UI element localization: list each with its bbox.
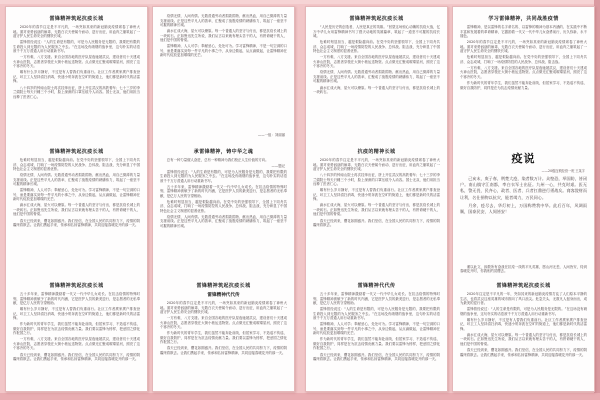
- essay-title: 学习雷锋精神，共同战胜疫情: [488, 16, 559, 22]
- essay-paragraph: 滴水汇成大海，星火可以燎原。每一个普通人的坚守与付出，都是抗疫长城上的一块砖石。正如鲁迅先生所说，我们从古以来就有埋头苦干的人，有拼命硬干的人，他们是中国的脊梁。: [313, 203, 440, 217]
- essay-paragraph: 春天已经到来，樱花如期盛开。我们坚信，在全国人民的共同努力下，疫情的阴霾终将散去。: [313, 218, 440, 228]
- essay-signature: ——一组：刘丽丽: [257, 133, 285, 137]
- essay-subtitle: 雷锋精神代代传: [207, 293, 240, 298]
- essay-paragraph: 作为新时代的青年学生，我们虽然不能奔赴前线，但居家学习、不造谣不传谣、做好自我防护，同样是在为抗击疫情贡献力量。我们要以雷锋为榜样，把爱国之情化作报国之行。: [313, 337, 440, 351]
- essay-paragraph: 八十四岁的钟南山院士再次挂帅出征，挤上开往武汉的高铁餐车；七十三岁的李兰娟院士每天只睡三个小时，脸上深深的口罩压痕令人动容。国士无双，他们用担当诠释了医者仁心。: [13, 85, 140, 99]
- essay-title: 雷锋精神筑起抗疫长城: [349, 16, 404, 22]
- page-3: [305, 6, 448, 392]
- essay-paragraph: 哪有什么岁月静好，不过是有人替我们负重前行。社区工作者挨家挨户排查登记，环卫工人坚持清扫消毒，快递小哥奔波在空旷的街道上，他们都是新时代的活雷锋。: [313, 188, 440, 202]
- essay-paragraph: 雷锋曾经说过：“人的生命是有限的，可是为人民服务是无限的，我要把有限的生命投入到无限的为人民服务之中去。”在这场没有硝烟的战争里，这句朴实的话语被千千万万普通人用行动重新书写。: [13, 40, 140, 54]
- essay-paragraph: 2020年注定是不平凡的一年，突如其来的新冠肺炎疫情打乱了人们原本平静的生活，也将武汉这座英雄的城市推向了风口浪尖。危急关头，无数凡人挺身而出，成为最美的逆行者。: [460, 292, 587, 306]
- essay-title: 雷锋精神筑起抗疫长城: [196, 283, 251, 289]
- essay-paragraph: 八十四岁的钟南山院士再次挂帅出征，挤上开往武汉的高铁餐车；七十三岁的李兰娟院士每天只睡三个小时，脸上深深的口罩压痕令人动容。国士无双，他们用担当诠释了医者仁心。: [313, 173, 440, 187]
- essay-paragraph: 春天已经到来，樱花如期盛开。我们坚信，在全国人民的共同努力下，疫情的阴霾终将散去。让我们携起手来，传承和弘扬雷锋精神，共同迎接春暖花开的那一天。: [460, 348, 587, 357]
- essay-epigraph-mark: ——题记: [271, 163, 285, 168]
- background-bottom-band: [0, 393, 600, 400]
- essay-paragraph: 五十多年来，雷锋精神激励着一代又一代中华儿女成长。在抗击疫情的特殊时刻，雷锋精神被赋予了新的时代内涵，它是医护人员的最美逆行，是志愿者的无私奉献，是亿万人民的守望相助。: [160, 184, 287, 198]
- essay-section: [13, 14, 140, 140]
- background-top-band: [0, 0, 600, 4]
- essay-section: [13, 274, 140, 385]
- essay-title: 承雷锋精神，铸中华之魂: [193, 149, 254, 155]
- essay-title: 雷锋精神筑起抗疫长城: [49, 16, 104, 22]
- essay-paragraph: 春天已经到来，樱花如期盛开。我们坚信，在全国人民的共同努力下，疫情的阴霾终将散去。让我们携起手来，传承和弘扬雷锋精神，共同迎接春暖花开的那一天。: [313, 352, 440, 362]
- essay-paragraph: 2020年的春节注定是不平凡的，一场突如其来的新冠肺炎疫情席卷了神州大地。面对来势汹汹的病毒，无数白衣天使闻令而动、逆行出征，用血肉之躯筑起了一道守护人民生命安全的钢铁长城。: [313, 158, 440, 172]
- essay-paragraph: 雷锋曾经说过：“人的生命是有限的，可是为人民服务是无限的，我要把有限的生命投入到无限的为人民服务之中去。”在这场没有硝烟的战争里，这句朴实的话语被千千万万普通人用行动重新书写。: [313, 307, 440, 321]
- essay-paragraph: 滴水汇成大海，星火可以燎原。每一个普通人的坚守与付出，都是抗疫长城上的一块砖石。: [313, 85, 440, 95]
- essay-paragraph: 2020年的春节注定是不平凡的，一场突如其来的新冠肺炎疫情席卷了神州大地。面对来势汹汹的病毒，无数白衣天使闻令而动、逆行出征，用血肉之躯筑起了一道守护人民生命安全的钢铁长城。: [160, 301, 287, 315]
- essay-paragraph: 疫情无情，人间有情。无数普通劳动者捐款捐物、献出热血，用自己微薄的力量支援前线。正是这些平凡人的善举，汇聚成了战胜疫情的磅礴伟力，筑起了一座坚不可摧的精神长城。: [160, 214, 287, 228]
- essay-section: [460, 140, 587, 274]
- essay-big-title: 疫说: [511, 152, 536, 165]
- essay-paragraph: 危难时刻显担当，越是艰险越向前。在党中央的坚强领导下，全国上下同舟共济、众志成城，打响了一场疫情防控的人民战争、总体战、阻击战，充分彰显了中国特色社会主义制度的显著优势。: [13, 158, 140, 172]
- essay-paragraph: 雷锋精神，人人可学；奉献爱心，处处可为。学习雷锋精神，不是一句空洞的口号，而是要落实到每一件平凡的小事之中，从身边做起，从点滴做起，让雷锋精神在新时代绽放更加璀璨的光芒。: [313, 322, 440, 336]
- essay-paragraph: “人民是历史的创造者，人民是真正的英雄。”回望这场惊心动魄的抗疫大战，亿万中华儿女用雷锋精神书写了感天动地的英雄篇章，筑起了一道坚不可摧的抗疫长城。: [313, 25, 440, 39]
- essay-paragraph: 五十多年来，雷锋精神激励着一代又一代中华儿女成长。在抗击疫情的特殊时刻，雷锋精神被赋予了新的时代内涵，它是医护人员的最美逆行，是志愿者的无私奉献，是亿万人民的守望相助。: [13, 292, 140, 306]
- essay-section: [460, 14, 587, 140]
- essay-epigraph: 总有一种力量催人奋进，总有一种精神为我们校正人生价值的方向。: [166, 158, 269, 162]
- essay-paragraph: 雷锋曾经说过：“人的生命是有限的，可是为人民服务是无限的，我要把有限的生命投入到无限的为人民服务之中去。”在这场没有硝烟的战争里，这句朴实的话语被千千万万普通人用行动重新书写。: [160, 169, 287, 183]
- essay-paragraph: 作为新时代的青年学生，我们虽然不能奔赴前线，但居家学习、不造谣不传谣、做好自我防护，同样是在为抗击疫情贡献力量。: [460, 81, 587, 90]
- essay-title: 雷锋精神筑起抗疫长城: [49, 149, 104, 155]
- essay-paragraph: 雷锋精神，是以雷锋的名字命名的、以雷锋的精神为基本内涵的、在实践中不断丰富和发展着的革命精神，它激励着一代又一代中华儿女奋勇前行，历久弥新、永不褪色。: [460, 25, 587, 39]
- essay-paragraph: 疫情无情，人间有情。无数普通劳动者捐款捐物、献出热血，用自己微薄的力量支援前线。正是这些平凡人的善举，汇聚成了战胜疫情的磅礴伟力，筑起了一座坚不可摧的精神长城。: [313, 70, 440, 84]
- essay-paragraph: 哪有什么岁月静好，不过是有人替我们负重前行。社区工作者挨家挨户排查登记，环卫工人坚持清扫消毒，快递小哥奔波在空旷的街道上，他们都是新时代的活雷锋。: [460, 317, 587, 331]
- classical-essay-paragraph: 己亥末，庚子春，荆楚大疫，染者数万计。众惶恐，举国防，皆闭户。南山镇守江南都，率白衣军士出征。九州一心，共克时艰。医无私，警无畏，民齐心，政者、医者、兵者扛鼎逆行勇战矣。商客敛财而让利，名仕捐物以抗灾，能者竭力，万民同心。: [460, 175, 587, 200]
- essay-paragraph: 2020年的春节注定是不平凡的，一场突如其来的新冠肺炎疫情席卷了神州大地。面对来势汹汹的病毒，无数白衣天使闻令而动、逆行出征，用血肉之躯筑起了一道守护人民生命安全的钢铁长城。: [460, 40, 587, 54]
- essay-paragraph: 春天已经到来，樱花如期盛开。我们坚信，在全国人民的共同努力下，疫情的阴霾终将散去。让我们携起手来，传承和弘扬雷锋精神，共同迎接春暖花开的那一天。: [13, 218, 140, 228]
- essay-section: [313, 140, 440, 274]
- essay-title: 雷锋精神筑起抗疫长城: [496, 283, 551, 289]
- essay-paragraph: 雷锋曾经说过：“人的生命是有限的，可是为人民服务是无限的。”在这场没有硝烟的战争里，这句朴实的话语被千千万万普通人用行动重新书写。: [460, 307, 587, 316]
- essay-paragraph: 哪有什么岁月静好，不过是有人替我们负重前行。社区工作者挨家挨户排查登记，环卫工人坚持清扫消毒，快递小哥奔波在空旷的街道上，他们都是新时代的活雷锋。: [13, 70, 140, 84]
- essay-tail-note: 谨以此文，致敬所有奋战在抗疫一线的平凡英雄，愿山河无恙，人间皆安，待到春暖花开时，你我相约赏樱去。: [460, 264, 587, 274]
- essay-section: [160, 14, 287, 140]
- essay-paragraph: 滴水汇成大海，星火可以燎原。每一个普通人的坚守与付出，都是抗疫长城上的一块砖石。正如鲁迅先生所说，我们从古以来就有埋头苦干的人，有拼命硬干的人，他们是中国的脊梁。: [13, 203, 140, 217]
- page-4: [452, 6, 595, 392]
- essay-paragraph: 滴水汇成大海，星火可以燎原。每一个普通人的坚守与付出，都是抗疫长城上的一块砖石。正如鲁迅先生所说，我们从古以来就有埋头苦干的人，有拼命硬干的人，他们是中国的脊梁。: [460, 332, 587, 346]
- essay-section: [313, 274, 440, 385]
- essay-paragraph: 一方有难，八方支援。来自全国各地的医疗队星夜驰援武汉，建设者们十天建成火神山医院，志愿者穿梭在大街小巷运送物资。点点微光汇聚成璀璨星河，照亮了这个寒冷的冬天。: [313, 55, 440, 69]
- essay-paragraph: 滴水汇成大海，星火可以燎原。每一个普通人的坚守与付出，都是抗疫长城上的一块砖石。正如鲁迅先生所说，我们从古以来就有埋头苦干的人，有拼命硬干的人，他们是中国的脊梁。: [160, 29, 287, 43]
- essay-paragraph: 疫情无情，人间有情。无数普通劳动者捐款捐物、献出热血，用自己微薄的力量支援前线。正是这些平凡人的善举，汇聚成了战胜疫情的磅礴伟力，筑起了一座坚不可摧的精神长城。: [13, 173, 140, 187]
- essay-byline: ——20级连锁经营一班 王某宇: [541, 169, 585, 173]
- essay-section: [313, 14, 440, 140]
- essay-paragraph: 作为新时代的青年学生，我们虽然不能奔赴前线，但居家学习、不造谣不传谣、做好自我防护，同样是在为抗击疫情贡献力量。我们要以雷锋为榜样，把爱国之情化作报国之行。: [160, 331, 287, 345]
- essay-paragraph: 一方有难，八方支援。来自全国各地的医疗队星夜驰援武汉，建设者们十天建成火神山医院，志愿者穿梭在大街小巷运送物资。点点微光汇聚成璀璨星河，照亮了这个寒冷的冬天。: [13, 55, 140, 69]
- essay-paragraph: 2020年的春节注定是不平凡的，一场突如其来的新冠肺炎疫情席卷了神州大地。面对来势汹汹的病毒，无数白衣天使闻令而动、逆行出征，用血肉之躯筑起了一道守护人民生命安全的钢铁长城。: [13, 25, 140, 39]
- essay-paragraph: 一方有难，八方支援。来自全国各地的医疗队星夜驰援武汉，建设者们十天建成火神山医院，志愿者穿梭在大街小巷运送物资。点点微光汇聚成璀璨星河，照亮了这个寒冷的冬天。: [460, 65, 587, 79]
- essay-title: 雷锋精神代代传: [357, 283, 396, 289]
- essay-paragraph: 哪有什么岁月静好，不过是有人替我们负重前行。社区工作者挨家挨户排查登记，环卫工人坚持清扫消毒，快递小哥奔波在空旷的街道上，他们都是新时代的活雷锋。: [13, 307, 140, 321]
- essay-section: [13, 140, 140, 274]
- essay-paragraph: 危难时刻显担当，越是艰险越向前。在党中央的坚强领导下，全国上下同舟共济、众志成城，打响了一场疫情防控的人民战争、总体战、阻击战，充分彰显了中国特色社会主义制度的显著优势。: [160, 199, 287, 213]
- page-2: [152, 6, 295, 392]
- classical-essay-paragraph: 月余，疫尽去，华灯初上，万国称赞我中华。此后百年，风调雨顺，国泰民安，人间皆安！: [460, 202, 587, 215]
- essay-paragraph: 五十多年来，雷锋精神激励着一代又一代中华儿女成长。在抗击疫情的特殊时刻，雷锋精神被赋予了新的时代内涵，它是医护人员的最美逆行，是志愿者的无私奉献，是亿万人民的守望相助。: [313, 292, 440, 306]
- essay-paragraph: 春天已经到来，樱花如期盛开。我们坚信，在全国人民的共同努力下，疫情的阴霾终将散去。让我们携起手来，传承和弘扬雷锋精神，共同迎接春暖花开的那一天。: [160, 346, 287, 355]
- essay-paragraph: 疫情无情，人间有情。无数普通劳动者捐款捐物、献出热血，用自己微薄的力量支援前线。正是这些平凡人的善举，汇聚成了战胜疫情的磅礴伟力，筑起了一座坚不可摧的精神长城。: [160, 14, 287, 28]
- page-1: [5, 6, 148, 392]
- essay-paragraph: 作为新时代的青年学生，我们虽然不能奔赴前线，但居家学习、不造谣不传谣、做好自我防护，同样是在为抗击疫情贡献力量。我们要以雷锋为榜样，把爱国之情化作报国之行。: [13, 322, 140, 336]
- essay-paragraph: 雷锋精神，人人可学；奉献爱心，处处可为。学习雷锋精神，不是一句空洞的口号，而是要落实到每一件平凡的小事之中，从身边做起，从点滴做起，让雷锋精神在新时代绽放更加璀璨的光芒。: [13, 188, 140, 202]
- essay-section: [160, 274, 287, 385]
- essay-section: [160, 140, 287, 274]
- essay-title: 抗疫的精神长城: [357, 149, 396, 155]
- essay-paragraph: 危难时刻显担当，越是艰险越向前。在党中央的坚强领导下，全国上下同舟共济、众志成城，打响了一场疫情防控的人民战争、总体战、阻击战，充分彰显了中国特色社会主义制度的显著优势。: [313, 40, 440, 54]
- essay-paragraph: 危难时刻显担当，越是艰险越向前。在党中央的坚强领导下，全国上下同舟共济、众志成城，打响了一场疫情防控的人民战争、总体战、阻击战。: [460, 55, 587, 64]
- essay-paragraph: 一方有难，八方支援。来自全国各地的医疗队星夜驰援武汉，建设者们十天建成火神山医院，志愿者穿梭在大街小巷运送物资。点点微光汇聚成璀璨星河，照亮了这个寒冷的冬天。: [13, 337, 140, 351]
- essay-title: 雷锋精神筑起抗疫长城: [49, 283, 104, 289]
- essay-section: [460, 274, 587, 385]
- essay-paragraph: 雷锋精神，人人可学；奉献爱心，处处可为。学习雷锋精神，不是一句空洞的口号，而是要落实到每一件平凡的小事之中，从身边做起，从点滴做起，让雷锋精神在新时代绽放更加璀璨的光芒。: [160, 44, 287, 58]
- essay-paragraph: 一方有难，八方支援。来自全国各地的医疗队星夜驰援武汉，建设者们十天建成火神山医院，志愿者穿梭在大街小巷运送物资。点点微光汇聚成璀璨星河，照亮了这个寒冷的冬天。: [160, 316, 287, 330]
- essay-paragraph: 春天已经到来，樱花如期盛开。我们坚信，在全国人民的共同努力下，疫情的阴霾终将散去。让我们携起手来，传承和弘扬雷锋精神，共同迎接春暖花开的那一天。: [13, 352, 140, 362]
